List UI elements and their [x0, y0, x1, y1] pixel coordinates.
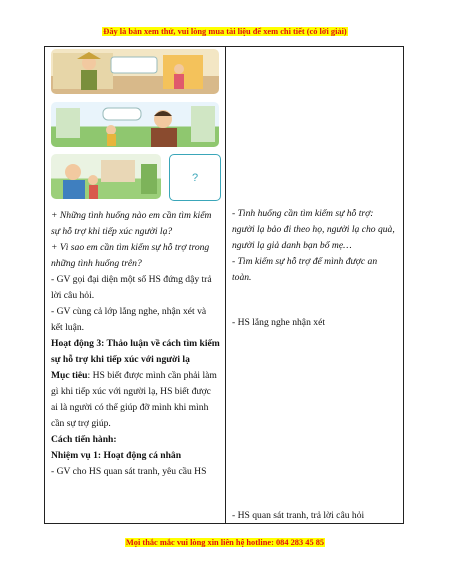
- answer-observe: - HS quan sát tranh, trả lời câu hỏi: [232, 510, 365, 521]
- lesson-table: [44, 46, 404, 524]
- illustration-stranger-gift: [51, 49, 219, 94]
- hotline-text: Mọi thắc mắc vui lòng xin liên hệ hotline: 084 283 45 85: [125, 538, 325, 547]
- question-mark: ?: [191, 171, 199, 184]
- goal-label: Mục tiêu: [51, 370, 88, 381]
- illustration-strip: [45, 47, 225, 204]
- teacher-column: [45, 47, 226, 524]
- preview-banner: [0, 27, 450, 36]
- method-heading: Cách tiến hành:: [51, 434, 117, 445]
- illustration-stranger-talk: [51, 102, 219, 147]
- teacher-step-1: - GV gọi đại diện một số HS đứng dậy trả lời câu hỏi.: [51, 274, 212, 301]
- student-answer-3: [232, 508, 397, 524]
- student-answer-1: [232, 206, 397, 286]
- task-1-heading: Nhiệm vụ 1: Hoạt động cá nhân: [51, 450, 182, 461]
- answer-listen: - HS lắng nghe nhận xét: [232, 317, 325, 328]
- answer-safety: - Tìm kiếm sự hỗ trợ để mình được an toàn.: [232, 256, 378, 283]
- teacher-text: [45, 204, 225, 480]
- question-2: + Vì sao em cần tìm kiếm sự hỗ trợ trong những tình huống trên?: [51, 242, 210, 269]
- goal-paragraph: [51, 368, 220, 432]
- illustration-stranger-road: [51, 154, 161, 199]
- student-answer-2: [232, 315, 397, 331]
- question-mark-box: [169, 154, 221, 201]
- teacher-step-2: - GV cùng cả lớp lắng nghe, nhận xét và kết luận.: [51, 306, 207, 333]
- teacher-step-3: - GV cho HS quan sát tranh, yêu cầu HS: [51, 466, 207, 477]
- hotline-banner: [0, 538, 450, 547]
- answer-situations: - Tình huống cần tìm kiếm sự hỗ trợ: người lạ bảo đi theo họ, người lạ cho quà, người lạ giả danh bạn bố mẹ…: [232, 208, 395, 251]
- question-1: + Những tình huống nào em cần tìm kiếm sự hỗ trợ khi tiếp xúc người lạ?: [51, 210, 212, 237]
- preview-banner-text: Đây là bản xem thử, vui lòng mua tài liệu để xem chi tiết (có lời giải): [103, 27, 347, 36]
- student-column: [226, 47, 404, 524]
- activity-3-heading: Hoạt động 3: Thảo luận về cách tìm kiếm sự hỗ trợ khi tiếp xúc với người lạ: [51, 338, 220, 365]
- goal-text: : HS biết được mình cần phải làm gì khi tiếp xúc với người lạ, HS biết được ai là người có thể giúp đỡ mình khi mình cần sự trợ giúp.: [51, 370, 217, 429]
